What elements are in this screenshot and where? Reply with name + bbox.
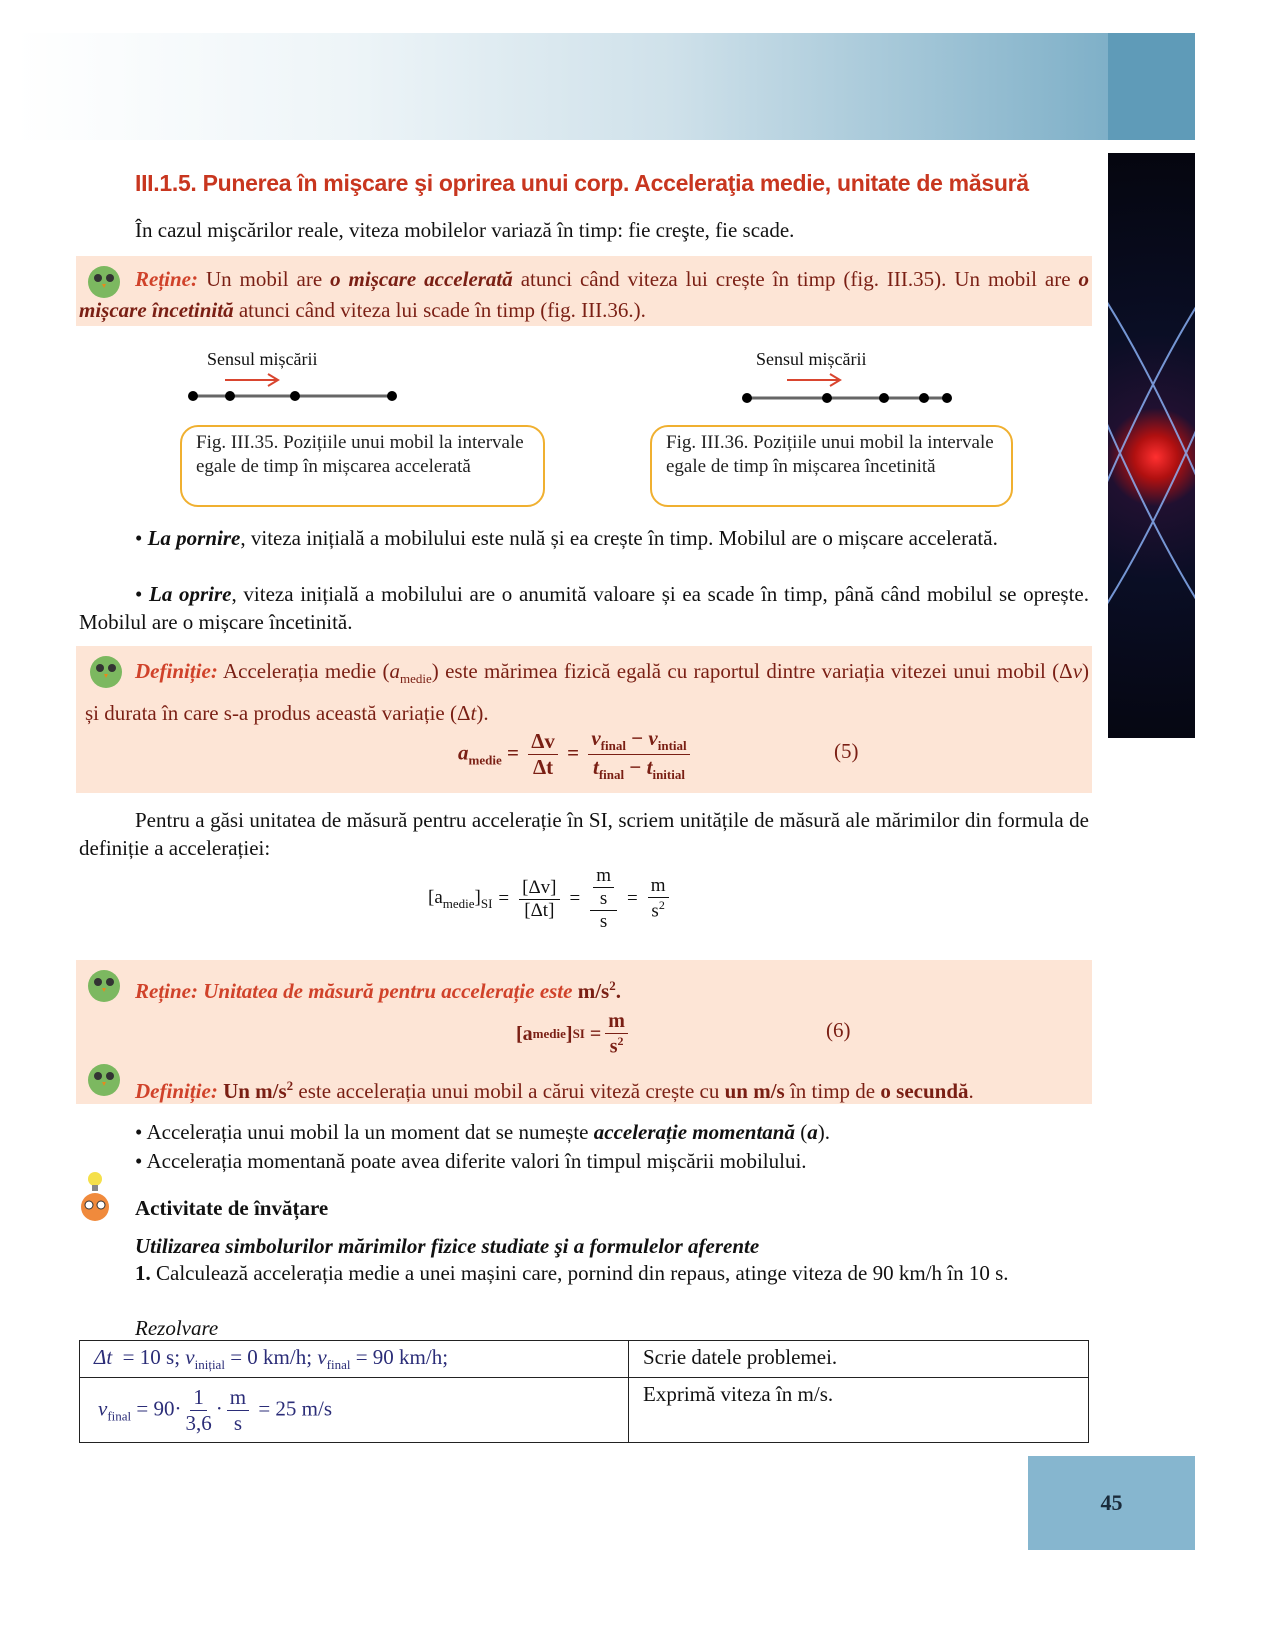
owl-mascot-icon (84, 1058, 124, 1098)
atom-side-image (1108, 153, 1195, 738)
text: ) este mărimea fizică egală cu raportul dintre variația vitezei unui mobil (Δ (431, 659, 1073, 683)
unit: m/s (577, 979, 610, 1003)
activity-title: Activitate de învățare (135, 1196, 329, 1220)
subscript: intial (657, 738, 687, 754)
table-cell: Scrie datele problemei. (629, 1341, 1089, 1378)
equation-number-6: (6) (826, 1018, 851, 1042)
subscript: final (600, 738, 626, 754)
text: . (968, 1079, 974, 1103)
bullet-valori: • Accelerația momentană poate avea diferite valori în timpul mișcării mobilului. (135, 1149, 807, 1173)
position-dot (225, 391, 235, 401)
exponent: 2 (658, 898, 665, 913)
activity-subtitle: Utilizarea simbolurilor mărimilor fizice studiate şi a formulelor aferente (135, 1234, 760, 1258)
text: ). (817, 1120, 830, 1144)
equation-6: [a medie ] SI = $\frac{m}{s^2}$ (516, 1010, 632, 1059)
text: , viteza inițială a mobilului este nulă și ea crește în timp. Mobilul are o mișcare accelerată. (240, 526, 998, 550)
symbol: t (470, 701, 477, 726)
symbol: v (648, 726, 658, 750)
denominator: $t_{final} - t_{initial}$ (593, 755, 685, 783)
symbol: v (591, 726, 601, 750)
numerator: $v_{final} - v_{intial}$ (588, 726, 689, 755)
text: [a (428, 886, 443, 908)
subscript: medie (400, 671, 432, 687)
text: ] (565, 1022, 573, 1045)
subscript: medie (442, 895, 475, 911)
numerator: m (605, 1010, 628, 1034)
text: o secundă (880, 1079, 969, 1103)
bullet-la-oprire: • La oprire, viteza inițială a mobilului are o anumită valoare și ea scade în timp, până când mobilul se oprește. Mobilul are o mișcare încetinită. (79, 582, 1090, 634)
fig2-direction-label: Sensul mișcării (756, 349, 867, 369)
numerator (590, 865, 617, 911)
text: [a (516, 1022, 533, 1045)
text: = 10 s; (112, 1345, 186, 1369)
exponent: 2 (617, 1034, 624, 1048)
subscript: SI (480, 895, 493, 911)
denominator: 3,6 (185, 1410, 212, 1435)
exponent: 2 (609, 978, 616, 993)
lightbulb-mascot-icon (78, 1170, 112, 1222)
exponent: 2 (286, 1078, 294, 1093)
table-cell (80, 1341, 629, 1378)
fig1-positions-diagram (180, 370, 560, 420)
table-cell: Exprimă viteza în m/s. (629, 1378, 1089, 1443)
text: este accelerația unui mobil a cărui viteză crește cu (293, 1079, 725, 1103)
symbol: v (98, 1396, 108, 1420)
text: ( (794, 1120, 808, 1144)
atom-orbits-illustration (1108, 153, 1195, 738)
retine-2 (135, 970, 621, 1007)
text: Un mobil are (198, 267, 331, 291)
intro-text: În cazul mişcărilor reale, viteza mobilelor variază în timp: fie creşte, fie scade. (135, 218, 795, 242)
definitie-label: Definiție: (135, 1079, 218, 1103)
lhs (428, 887, 492, 912)
numerator: m (227, 1385, 249, 1411)
text: Unitatea de măsură pentru accelerație este (198, 979, 578, 1003)
table-cell (80, 1378, 629, 1443)
unit: Un m/s (217, 1079, 287, 1103)
fig1-caption: Fig. III.35. Pozițiile unui mobil la intervale egale de timp în mișcarea accelerată (180, 425, 545, 507)
text: Accelerația unui mobil la un moment dat se numește (146, 1120, 594, 1144)
position-dot (919, 393, 929, 403)
term: accelerație momentană (593, 1120, 795, 1144)
numerator: [Δv] (519, 877, 559, 900)
subscript: medie (532, 1026, 566, 1042)
fig2-caption: Fig. III.36. Pozițiile unui mobil la intervale egale de timp în mișcarea încetinită (650, 425, 1013, 507)
s: s (599, 888, 608, 909)
symbol: a (458, 740, 469, 765)
text: ) și durata în care s-a produs această variație (Δ (85, 659, 1090, 726)
term-accelerated: o mișcare accelerată (330, 267, 513, 291)
term-decelerated: o mișcare încetinită (79, 267, 1089, 322)
solution-table (79, 1340, 1089, 1443)
numerator: 1 (190, 1385, 207, 1411)
si-paragraph: Pentru a găsi unitatea de măsură pentru accelerație în SI, scriem unitățile de măsură ale mărimilor din formula de definiție a accelerației: (79, 808, 1089, 860)
denominator: s (233, 1410, 243, 1435)
symbol: v (317, 1345, 327, 1369)
denominator (610, 1034, 624, 1059)
m: m (593, 865, 614, 888)
section-title: III.1.5. Punerea în mişcare şi oprirea unui corp. Acceleraţia medie, unitate de măsură (135, 170, 1029, 196)
text: . (615, 979, 621, 1003)
subscript: final (107, 1408, 132, 1424)
term: La oprire (149, 582, 232, 606)
text: atunci când viteza lui scade în timp (fig. III.36.). (233, 298, 646, 322)
numerator: Δv (528, 729, 558, 755)
position-dot (290, 391, 300, 401)
symbol: t (646, 755, 653, 780)
s: s (651, 900, 659, 922)
text: = 90 km/h; (350, 1345, 449, 1369)
text: Accelerația medie ( (217, 659, 390, 683)
symbol: Δt (94, 1345, 113, 1369)
position-dot (942, 393, 952, 403)
symbol: a (807, 1120, 818, 1144)
owl-mascot-icon (84, 964, 124, 1004)
equation-5: $a_{medie}$ = $\frac{\Delta v}{\Delta t}$ = $\frac{v_{final} - v_{intial}}{t_{final} - t_{initial}}$ (458, 726, 694, 783)
text: · (215, 1396, 223, 1420)
text: atunci când viteza lui crește în timp (fig. III.35). Un mobil are (512, 267, 1079, 291)
subscript: inițial (194, 1357, 225, 1373)
rezolvare-label: Rezolvare (135, 1316, 219, 1340)
definitie-box-1 (76, 646, 1092, 793)
position-dot (822, 393, 832, 403)
text: = 25 m/s (253, 1396, 333, 1420)
text: Accelerația momentană poate avea diferite valori în timpul mișcării mobilului. (146, 1149, 807, 1173)
retine-label: Reține: (135, 979, 198, 1003)
si-unit-derivation: $[a_{medie}]_{SI}$ = $\frac{[\Delta v]}{[\Delta t]}$ = $\frac{\frac{m}{s}}{s}$ = $\frac{m}{s^2}$ (428, 865, 673, 933)
term: La pornire (147, 526, 241, 550)
table-row (80, 1341, 1089, 1378)
denominator (651, 898, 664, 922)
numerator: m (648, 875, 669, 898)
position-dot (387, 391, 397, 401)
retine-box-1 (76, 256, 1092, 326)
page-number: 45 (1028, 1456, 1195, 1550)
denominator: Δt (532, 755, 554, 780)
text: un m/s (724, 1079, 785, 1103)
owl-mascot-icon (84, 260, 124, 300)
denominator: [Δt] (524, 899, 555, 921)
fig1-direction-label: Sensul mișcării (207, 349, 318, 369)
header-corner (1108, 33, 1195, 140)
table-row (80, 1378, 1089, 1443)
text: Calculează accelerația medie a unei mașini care, pornind din repaus, atinge viteza de 90 km/h în 10 s. (150, 1261, 1009, 1285)
symbol: a (389, 659, 401, 683)
definitie-label: Definiție: (135, 659, 218, 683)
symbol: v (185, 1345, 195, 1369)
text: , viteza inițială a mobilului are o anumită valoare și ea scade în timp, până când mobilul se oprește. Mobilul are o mișcare încetinită. (79, 582, 1090, 634)
definitie-2 (135, 1070, 974, 1107)
position-dot (879, 393, 889, 403)
text: = 0 km/h; (224, 1345, 318, 1369)
bullet-acceleratie-momentana: • Accelerația unui mobil la un moment dat se numește accelerație momentană (a). (135, 1120, 830, 1144)
equation-number-5: (5) (834, 739, 859, 763)
owl-mascot-icon (86, 650, 126, 690)
text: ). (476, 701, 489, 726)
retine-definitie-box (76, 960, 1092, 1104)
problem-number: 1. (135, 1261, 151, 1285)
bullet-la-pornire: • La pornire, viteza inițială a mobilului este nulă și ea crește în timp. Mobilul are o mișcare accelerată. (135, 526, 998, 550)
subscript: final (326, 1357, 351, 1373)
symbol: t (593, 755, 599, 780)
subscript: initial (652, 767, 685, 783)
subscript: final (598, 767, 625, 783)
retine-label: Reține: (135, 267, 198, 291)
text: = 90· (131, 1396, 182, 1420)
text: în timp de (784, 1079, 881, 1103)
position-dot (188, 391, 198, 401)
s: s (609, 1035, 618, 1058)
subscript: SI (572, 1026, 585, 1042)
denominator: s (599, 911, 608, 932)
fig2-positions-diagram (730, 370, 970, 420)
header-band (16, 33, 1108, 140)
symbol: v (1072, 659, 1083, 683)
subscript: medie (468, 752, 502, 768)
problem-1 (89, 1259, 1079, 1287)
text: ] (474, 886, 481, 908)
position-dot (742, 393, 752, 403)
